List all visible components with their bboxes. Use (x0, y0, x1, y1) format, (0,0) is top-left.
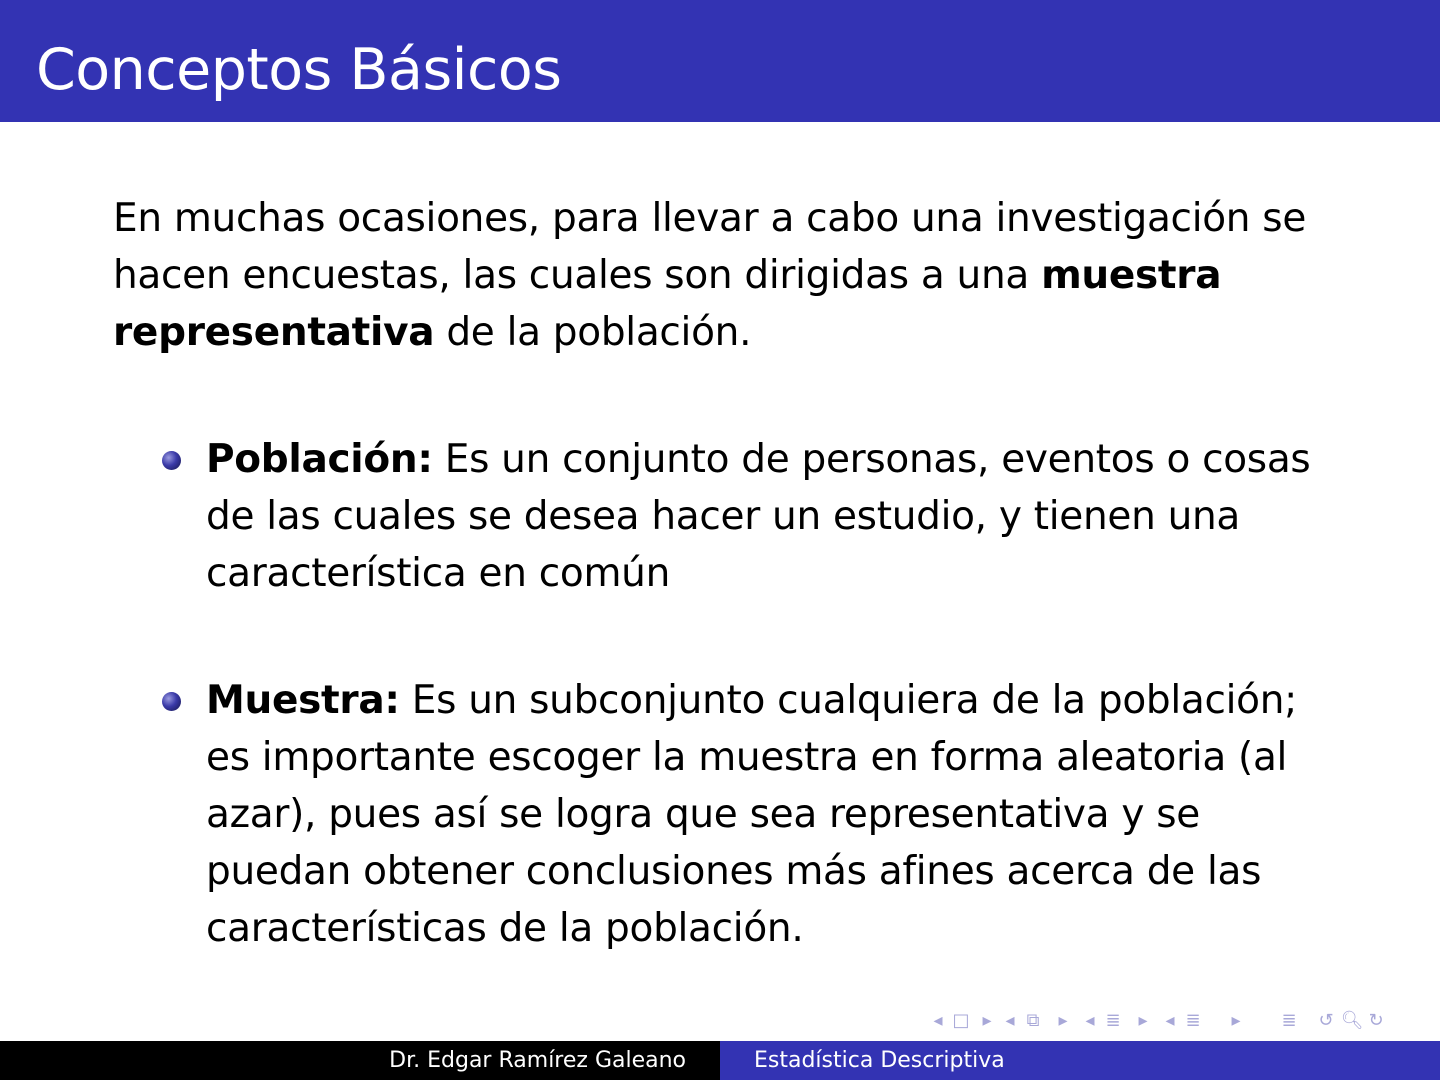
nav-left-icon[interactable]: ◂ (1165, 1009, 1175, 1031)
nav-right-icon[interactable]: ▸ (982, 1009, 992, 1031)
slide-title: Conceptos Básicos (36, 37, 562, 103)
slide-footer (0, 1041, 1440, 1080)
slide-content (113, 190, 1333, 957)
footer-subject: Estadística Descriptiva (720, 1041, 1440, 1080)
term-definition: Es un conjunto de personas, eventos o cosas de las cuales se desea hacer un estudio, y tienen una característica en común (206, 437, 1311, 596)
intro-text: En muchas ocasiones, para llevar a cabo una investigación se hacen encuestas, las cuales son dirigidas a una (113, 196, 1307, 298)
section-icon[interactable]: ≣ (1185, 1009, 1201, 1031)
term-label: Muestra: (206, 678, 400, 723)
beamer-navigation-bar (928, 1008, 1388, 1032)
nav-right-icon[interactable]: ▸ (1058, 1009, 1068, 1031)
bullet-icon (162, 451, 181, 470)
intro-bold: muestra representativa (113, 253, 1222, 355)
intro-paragraph (113, 190, 1333, 361)
back-icon[interactable]: ↺ (1318, 1009, 1334, 1031)
bullet-icon (162, 692, 181, 711)
intro-text-end: de la población. (434, 310, 752, 355)
list-item-poblacion (113, 431, 1333, 602)
frame-icon[interactable]: ⧉ (1026, 1009, 1040, 1031)
nav-left-icon[interactable]: ◂ (933, 1009, 943, 1031)
nav-left-icon[interactable]: ◂ (1085, 1009, 1095, 1031)
search-icon[interactable]: 🔍︎ (1340, 1009, 1364, 1031)
document-icon[interactable]: ≣ (1281, 1009, 1297, 1031)
slide-icon[interactable]: □ (952, 1009, 970, 1031)
nav-right-icon[interactable]: ▸ (1231, 1009, 1241, 1031)
forward-icon[interactable]: ↻ (1368, 1009, 1384, 1031)
subsection-icon[interactable]: ≣ (1105, 1009, 1121, 1031)
slide-header (0, 0, 1440, 122)
term-definition: Es un subconjunto cualquiera de la población; es importante escoger la muestra en forma aleatoria (al azar), pues así se logra que sea representativa y se puedan obtener conclusiones más afines acerca de las características de la población. (206, 678, 1297, 951)
footer-author: Dr. Edgar Ramírez Galeano (0, 1041, 720, 1080)
definition-list (113, 431, 1333, 957)
nav-right-icon[interactable]: ▸ (1138, 1009, 1148, 1031)
nav-left-icon[interactable]: ◂ (1005, 1009, 1015, 1031)
list-item-muestra (113, 672, 1333, 957)
term-label: Población: (206, 437, 433, 482)
